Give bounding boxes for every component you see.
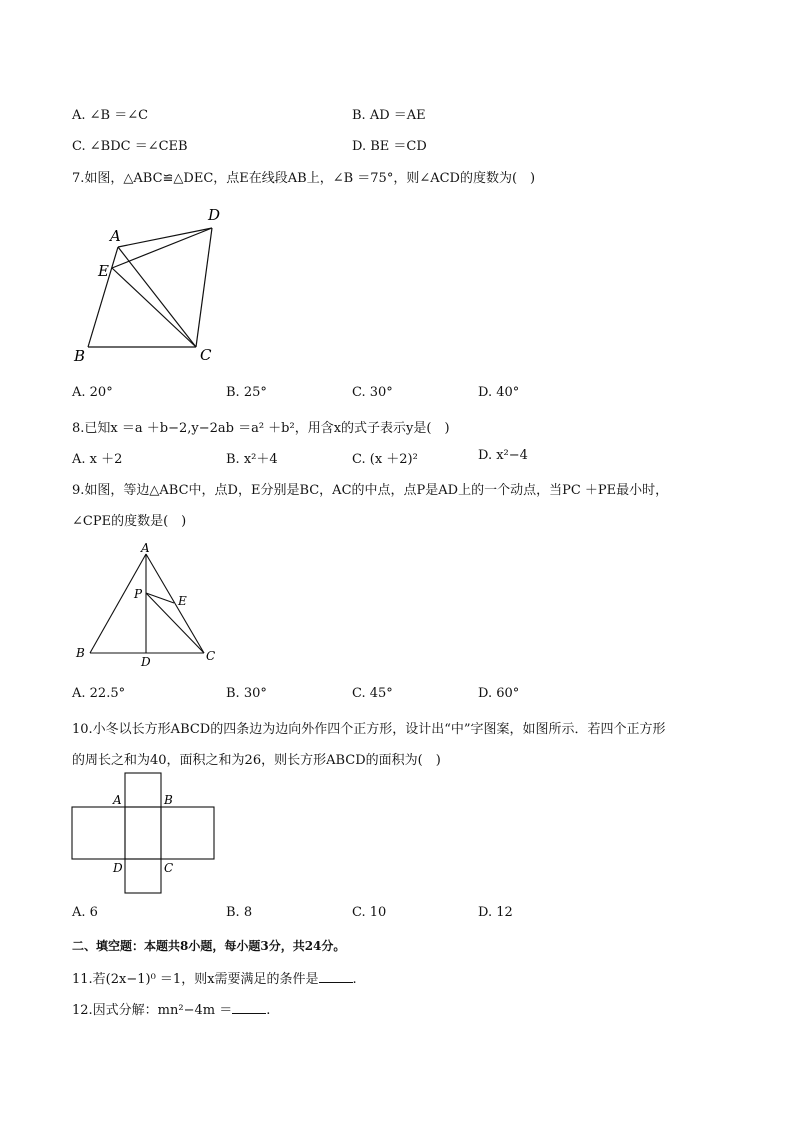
q7-figure xyxy=(70,200,240,370)
q6-option-d: D. BE ＝CD xyxy=(352,139,427,154)
section-heading: 二、填空题：本题共8小题，每小题3分，共24分。 xyxy=(72,939,346,953)
q10-option-c: C. 10 xyxy=(352,905,387,920)
q9-label-p: P xyxy=(134,587,143,601)
q11-stem: 11.若(2x−1)⁰ ＝1，则x需要满足的条件是 xyxy=(72,972,319,987)
q8-stem: 8.已知x ＝a ＋b−2,y−2ab ＝a² ＋b²，用含x的式子表示y是( ) xyxy=(72,421,450,436)
q7-label-d: D xyxy=(208,206,221,224)
q9-label-e: E xyxy=(178,594,187,608)
q7-label-c: C xyxy=(200,346,212,364)
q9-label-d: D xyxy=(141,655,151,669)
q9-label-a: A xyxy=(141,541,150,555)
q9-option-a: A. 22.5° xyxy=(72,686,126,701)
q9-figure xyxy=(70,540,230,675)
q6-option-c: C. ∠BDC ＝∠CEB xyxy=(72,139,188,154)
q6-option-a: A. ∠B ＝∠C xyxy=(72,108,149,123)
q7-option-a: A. 20° xyxy=(72,385,113,400)
q6-option-b: B. AD ＝AE xyxy=(352,108,426,123)
q7-label-b: B xyxy=(74,347,86,365)
q12-tail: . xyxy=(266,1003,271,1018)
q12-line xyxy=(72,999,270,1018)
q10-label-a: A xyxy=(113,793,122,807)
q10-label-d: D xyxy=(113,861,123,875)
q8-option-c: C. (x ＋2)² xyxy=(352,452,418,467)
q7-option-d: D. 40° xyxy=(478,385,520,400)
q7-stem: 7.如图，△ABC≌△DEC，点E在线段AB上，∠B ＝75°，则∠ACD的度数为( ) xyxy=(72,171,536,186)
q9-stem-line2: ∠CPE的度数是( ) xyxy=(72,514,187,529)
q9-option-b: B. 30° xyxy=(226,686,267,701)
q9-label-b: B xyxy=(76,646,85,660)
q11-line xyxy=(72,968,357,987)
q7-label-e: E xyxy=(98,262,109,280)
q7-label-a: A xyxy=(110,227,121,245)
q11-answer-blank[interactable] xyxy=(319,970,353,983)
q7-option-c: C. 30° xyxy=(352,385,393,400)
q12-stem: 12.因式分解：mn²−4m ＝ xyxy=(72,1003,233,1018)
q9-stem-line1: 9.如图，等边△ABC中，点D，E分别是BC，AC的中点，点P是AD上的一个动点，当PC ＋PE最小时， xyxy=(72,483,669,498)
q10-option-d: D. 12 xyxy=(478,905,513,920)
q12-answer-blank[interactable] xyxy=(232,1001,266,1014)
q9-option-c: C. 45° xyxy=(352,686,393,701)
q9-label-c: C xyxy=(206,649,216,663)
q8-option-b: B. x²＋4 xyxy=(226,452,278,467)
q11-tail: . xyxy=(352,972,357,987)
q10-option-a: A. 6 xyxy=(72,905,98,920)
q10-stem-line1: 10.小冬以长方形ABCD的四条边为边向外作四个正方形，设计出“中”字图案，如图所示．若四个正方形 xyxy=(72,722,666,737)
q10-label-c: C xyxy=(164,861,174,875)
q10-label-b: B xyxy=(164,793,173,807)
q10-stem-line2: 的周长之和为40，面积之和为26，则长方形ABCD的面积为( ) xyxy=(72,753,441,768)
q8-option-d: D. x²−4 xyxy=(478,448,528,463)
q8-option-a: A. x ＋2 xyxy=(72,452,123,467)
q7-option-b: B. 25° xyxy=(226,385,267,400)
q10-figure xyxy=(70,770,218,898)
q9-option-d: D. 60° xyxy=(478,686,520,701)
q10-option-b: B. 8 xyxy=(226,905,253,920)
